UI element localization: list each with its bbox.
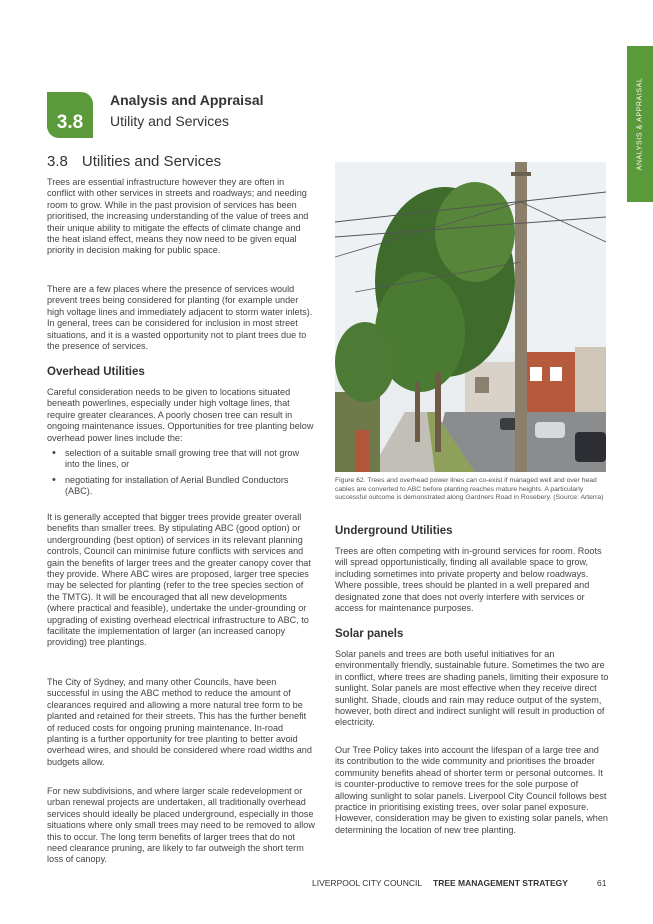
side-tab-label: ANALYSIS & APPRAISAL — [636, 77, 644, 171]
side-section-tab — [627, 46, 653, 202]
street-trees-photo — [335, 162, 606, 472]
chapter-title: Analysis and Appraisal — [110, 92, 264, 108]
section-title: Utilities and Services — [81, 153, 222, 170]
intro-paragraph: Trees are essential infrastructure however they are often in conflict with other services in streets and roadways; and needing room to grow. While in the past provision of services has been prioritised, the increasing understanding of the value of trees and their unique ability to mitigate the effects of climate change and the heat island effect, means they now need to be given equal priority in decision making for public space. — [47, 177, 309, 256]
page-number: 61 — [597, 878, 607, 888]
underground-utilities-heading: Underground Utilities — [335, 525, 453, 537]
badge-number: 3.8 — [56, 112, 84, 133]
footer-document: TREE MANAGEMENT STRATEGY — [433, 878, 568, 888]
section-badge — [47, 92, 93, 138]
list-item: • negotiating for installation of Aerial Bundled Conductors (ABC). — [47, 475, 312, 498]
solar-paragraph: Solar panels and trees are both useful initiatives for an environmentally friendly, sustainable future. Sometimes the two are in conflict, where trees are shading panels, limiting their exposure to sunlight. Solar panels are most effective when they receive direct sunlight. Shade, clouds and rain may reduce output of the system, however, both direct and indirect sunlight will result in production of electricity. — [335, 649, 609, 728]
services-paragraph: There are a few places where the presence of services would prevent trees being considered for planting (for example under high voltage lines and immediately adjacent to storm water inlets). In general, trees can be considered for inclusion in most street situations, and it is a wasted opportunity not to plant trees due to the presence of services. — [47, 284, 313, 352]
overhead-paragraph: Careful consideration needs to be given to locations situated beneath powerlines, especially under high voltage lines, that require greater clearances. A poorly chosen tree can result in ongoing maintenance issues. Opportunities for tree planting below overhead power lines include the: — [47, 387, 314, 443]
overhead-options-list — [47, 448, 312, 502]
chapter-subtitle: Utility and Services — [110, 113, 230, 129]
section-heading — [47, 153, 221, 170]
abc-paragraph: It is generally accepted that bigger trees provide greater overall benefits than smaller trees. By stipulating ABC (good option) or undergrounding (best option) of services in its relevant planning controls, Council can minimise future conflicts with services and gain the benefits of larger trees and the greater canopy cover that they provide. Where ABC wires are proposed, larger tree species may be selected for planting (refer to the tree species section of the TMTG). It will be encouraged that all new developments (where practical and feasible), undertake the under-grounding or upgrading of existing overhead electrical infrastructure to ABC, to facilitate the implementation of larger (an increased canopy providing) tree plantings. — [47, 512, 311, 648]
footer-council: LIVERPOOL CITY COUNCIL — [312, 878, 423, 888]
list-item: • selection of a suitable small growing tree that will not grow into the lines, or — [47, 448, 312, 471]
solar-panels-heading: Solar panels — [335, 628, 404, 640]
subdivisions-paragraph: For new subdivisions, and where larger scale redevelopment or urban renewal projects are undertaken, all traditionally overhead services should ideally be placed underground, especially in those situations where only small trees may need to be removed to allow this to occur. The long term benefits of larger trees that do not need clearance pruning, are likely to far outweigh the short term loss of canopy. — [47, 786, 315, 865]
overhead-utilities-heading: Overhead Utilities — [47, 366, 145, 378]
city-of-sydney-paragraph: The City of Sydney, and many other Councils, have been successful in using the ABC method to reduce the amount of clearances required and allowing a more natural tree form to be planted and retained for their streets. This has the further benefit of reduced costs for ongoing pruning maintenance. In-road planting is a further opportunity for tree planting to better avoid overhead wires, and should be considered where road widths and budgets allow. — [47, 677, 312, 767]
figure-caption: Figure 62. Trees and overhead power lines can co-exist if managed well and over head cables are converted to ABC before planting reaches mature heights. A particularly successful outcome is demonstrated along Gardners Road in Rosebery. (Source: Arterra) — [335, 477, 604, 502]
section-number: 3.8 — [47, 153, 68, 170]
underground-paragraph: Trees are often competing with in-ground services for room. Roots will spread opportunistically, finding all available space to grow, including sometimes into private property and below roadways. Where possible, trees should be planted in a well prepared and designated zone that does not overly interfere with services or access for maintenance purposes. — [335, 546, 602, 614]
tree-policy-paragraph: Our Tree Policy takes into account the lifespan of a large tree and its contribution to the wide community and prioritises the broader community benefits ahead of shorter term or personal outcomes. It is counter-productive to remove trees for the sole purpose of allowing sunlight to solar panels. Liverpool City Council follows best practice in prioritising existing trees, over solar panel exposure. However, consideration may be given to existing solar panels, when determining the location of new tree planting. — [335, 745, 608, 835]
